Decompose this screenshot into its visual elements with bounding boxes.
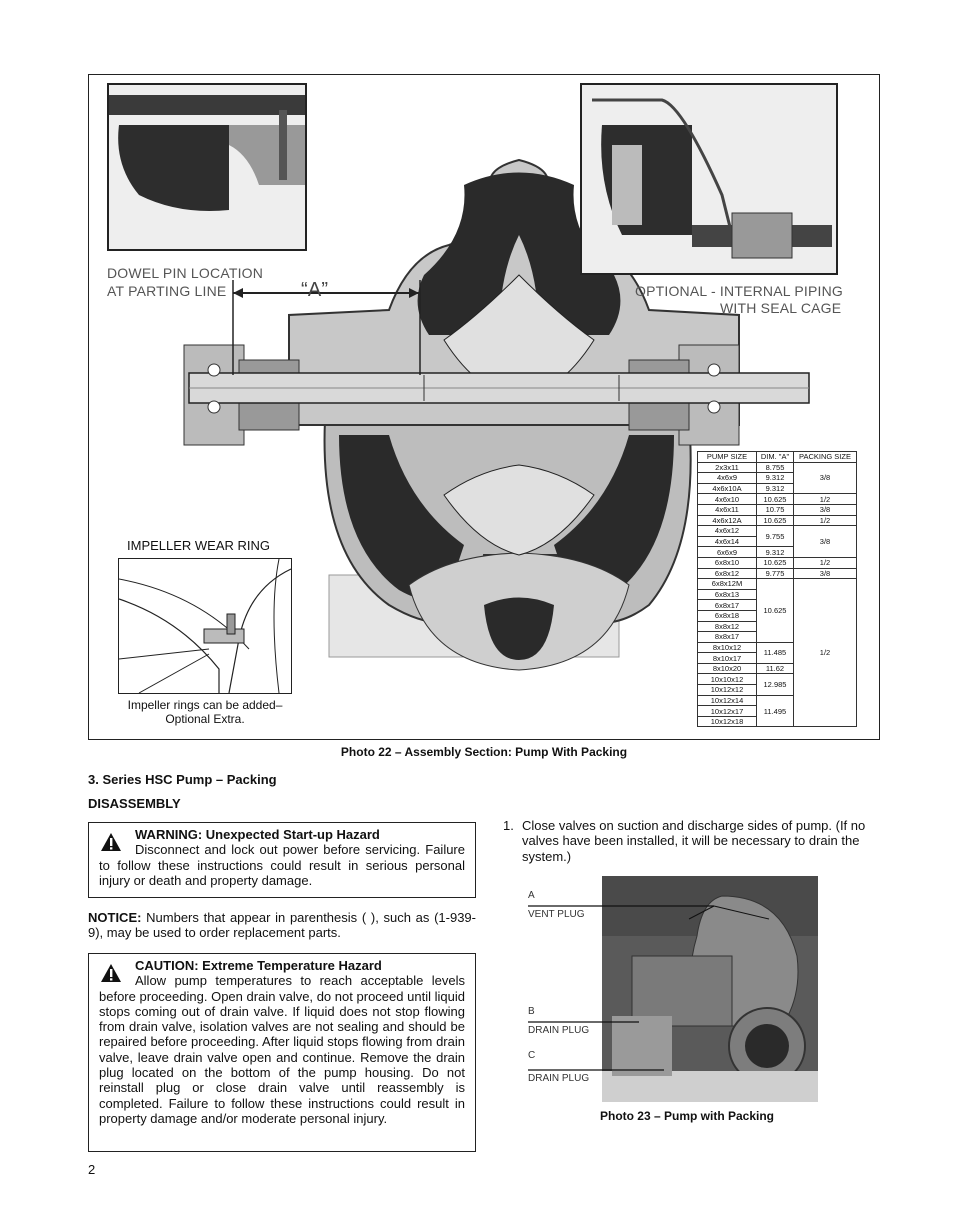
pump-size-cell: 6x8x12 (698, 568, 757, 579)
pump-size-cell: 10x12x17 (698, 706, 757, 717)
notice-label: NOTICE: (88, 910, 142, 925)
warning-triangle-icon (100, 832, 122, 852)
step-1 (503, 818, 881, 864)
page-number: 2 (88, 1162, 96, 1177)
dim-cell: 9.755 (757, 526, 794, 547)
pump-size-cell: 6x8x10 (698, 557, 757, 568)
table-header-packing-size: PACKING SIZE (794, 452, 857, 463)
dim-cell: 10.625 (757, 515, 794, 526)
packing-cell: 1/2 (794, 515, 857, 526)
pump-size-cell: 6x6x9 (698, 547, 757, 558)
pump-size-table (697, 451, 857, 727)
caution-title: CAUTION: Extreme Temperature Hazard (135, 958, 382, 973)
pump-size-cell: 10x12x18 (698, 716, 757, 727)
dim-cell: 9.775 (757, 568, 794, 579)
dowel-pin-inset (107, 83, 307, 251)
dim-cell: 10.625 (757, 494, 794, 505)
photo23-leader-lines (524, 874, 820, 1104)
warning-box (88, 822, 476, 898)
packing-cell: 3/8 (794, 462, 857, 494)
pump-size-cell: 4x6x12A (698, 515, 757, 526)
pump-size-cell: 4x6x11 (698, 504, 757, 515)
caution-text: Allow pump temperatures to reach acceptable levels before proceeding. Open drain valve, do not proceed until liquid stops coming out of drain valve. If liquid does not stop flowing from drain valve, isolation valves are not sealing and should be repaired before proceeding. After liquid stops flowing from drain valve, leave drain valve open and continue. Remove the drain plug located on the bottom of the pump housing. Do not reinstall plug or close drain valve until reassembly is completed. Failure to follow these instructions could result in property damage and/or moderate personal injury. (99, 973, 465, 1126)
pump-size-cell: 8x8x17 (698, 632, 757, 643)
pump-size-cell: 6x8x12M (698, 579, 757, 590)
pump-size-cell: 4x6x12 (698, 526, 757, 537)
section-title: 3. Series HSC Pump – Packing (88, 772, 277, 787)
photo23-caption: Photo 23 – Pump with Packing (599, 1109, 775, 1123)
pump-size-cell: 4x6x9 (698, 473, 757, 484)
packing-cell: 3/8 (794, 504, 857, 515)
optional-piping-label-line2: WITH SEAL CAGE (720, 300, 842, 316)
wear-ring-caption-line2: Optional Extra. (165, 712, 245, 726)
drain-plug-c-label: DRAIN PLUG (528, 1073, 590, 1084)
dim-cell: 11.495 (757, 695, 794, 727)
dim-cell: 10.75 (757, 504, 794, 515)
photo22-caption: Photo 22 – Assembly Section: Pump With Packing (340, 745, 628, 759)
subsection-title: DISASSEMBLY (88, 796, 181, 811)
pump-size-cell: 4x6x10A (698, 483, 757, 494)
vent-plug-letter: A (528, 890, 535, 901)
notice-paragraph (88, 910, 476, 941)
drain-plug-b-letter: B (528, 1006, 535, 1017)
pump-size-cell: 8x10x20 (698, 663, 757, 674)
dim-cell: 10.625 (757, 557, 794, 568)
wear-ring-caption-line1: Impeller rings can be added– (127, 698, 283, 712)
dimension-a-label: “A” (301, 279, 329, 301)
pump-size-cell: 6x8x13 (698, 589, 757, 600)
packing-cell: 1/2 (794, 494, 857, 505)
dowel-pin-label-line1: DOWEL PIN LOCATION (107, 265, 264, 281)
step-1-number: 1. (503, 818, 514, 833)
packing-cell: 1/2 (794, 557, 857, 568)
pump-size-cell: 8x8x12 (698, 621, 757, 632)
photo23 (524, 874, 820, 1104)
pump-size-cell: 4x6x14 (698, 536, 757, 547)
dim-cell: 12.985 (757, 674, 794, 695)
wear-ring-title: IMPELLER WEAR RING (127, 538, 271, 553)
pump-size-cell: 8x10x12 (698, 642, 757, 653)
drain-plug-b-label: DRAIN PLUG (528, 1025, 590, 1036)
dowel-pin-label-line2: AT PARTING LINE (107, 283, 227, 299)
wear-ring-caption (118, 698, 292, 726)
internal-piping-inset (580, 83, 838, 275)
packing-cell: 1/2 (794, 579, 857, 727)
pump-size-cell: 10x12x12 (698, 685, 757, 696)
table-header-dim-a: DIM. "A" (757, 452, 794, 463)
dim-cell: 9.312 (757, 483, 794, 494)
pump-size-cell: 2x3x11 (698, 462, 757, 473)
table-header-pump-size: PUMP SIZE (698, 452, 757, 463)
warning-title: WARNING: Unexpected Start-up Hazard (135, 827, 380, 842)
optional-piping-label-line1: OPTIONAL - INTERNAL PIPING (635, 283, 843, 299)
packing-cell: 3/8 (794, 568, 857, 579)
dim-cell: 8.755 (757, 462, 794, 473)
pump-size-cell: 6x8x17 (698, 600, 757, 611)
pump-size-cell: 10x12x14 (698, 695, 757, 706)
vent-plug-label: VENT PLUG (528, 909, 585, 920)
pump-size-cell: 4x6x10 (698, 494, 757, 505)
dim-cell: 10.625 (757, 579, 794, 643)
assembly-section-figure (88, 74, 880, 740)
caution-triangle-icon (100, 963, 122, 983)
dim-cell: 11.62 (757, 663, 794, 674)
pump-size-cell: 10x10x12 (698, 674, 757, 685)
notice-text: Numbers that appear in parenthesis ( ), such as (1-939-9), may be used to order replacement parts. (88, 910, 476, 941)
dim-cell: 9.312 (757, 547, 794, 558)
wear-ring-inset (118, 558, 292, 694)
pump-size-cell: 6x8x18 (698, 610, 757, 621)
packing-cell: 3/8 (794, 526, 857, 558)
step-1-text: Close valves on suction and discharge sides of pump. (If no valves have been installed, it will be necessary to drain the system.) (522, 818, 866, 864)
caution-box (88, 953, 476, 1152)
dim-cell: 9.312 (757, 473, 794, 484)
drain-plug-c-letter: C (528, 1050, 536, 1061)
dim-cell: 11.485 (757, 642, 794, 663)
pump-size-cell: 8x10x17 (698, 653, 757, 664)
warning-text: Disconnect and lock out power before servicing. Failure to follow these instructions could result in serious personal injury or death and property damage. (99, 842, 465, 888)
